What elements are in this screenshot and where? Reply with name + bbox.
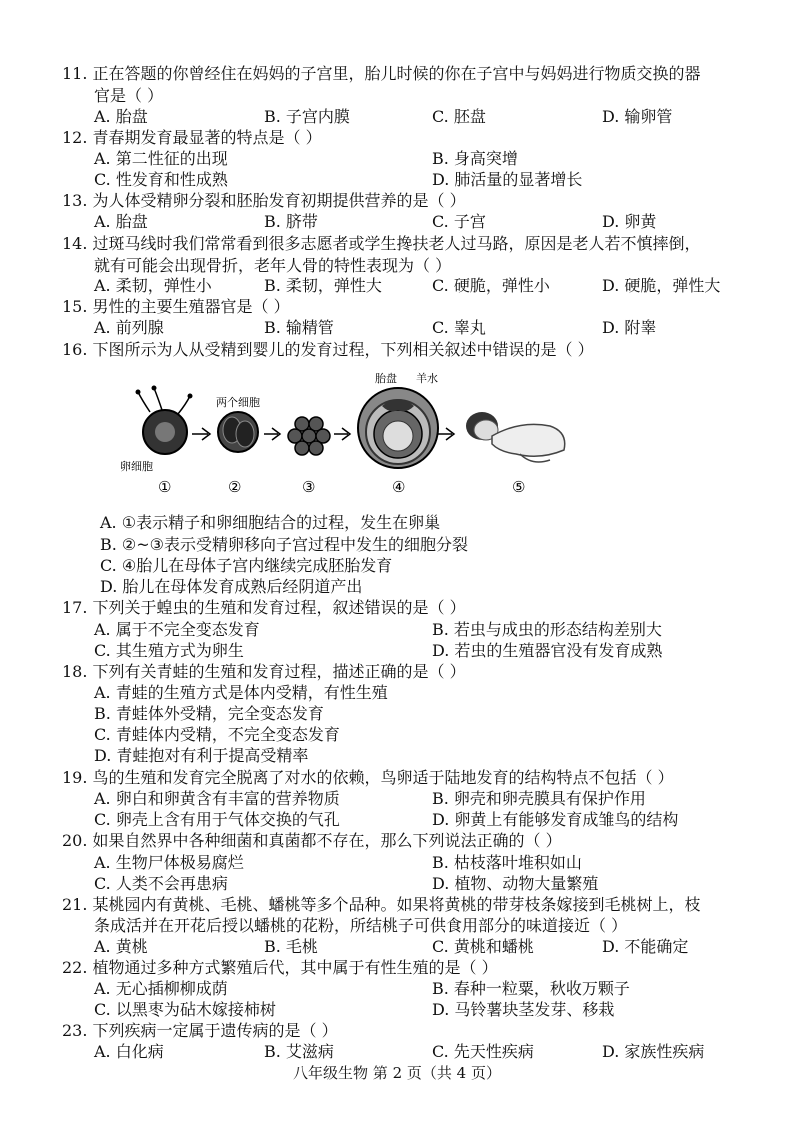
q16-option-d: D. 胎儿在母体发育成熟后经阴道产出: [100, 577, 363, 596]
two-cells-label: 两个细胞: [216, 396, 260, 409]
egg-cell-image: [136, 386, 193, 455]
q20-option-a: A. 生物尸体极易腐烂: [94, 853, 244, 872]
q18-option-b: B. 青蛙体外受精，完全变态发育: [94, 704, 324, 723]
egg-cell-label: 卵细胞: [120, 460, 153, 473]
q17-option-c: C. 其生殖方式为卵生: [94, 641, 244, 660]
two-cells-image: [218, 412, 258, 452]
q13-stem: 13. 为人体受精卵分裂和胚胎发育初期提供营养的是（ ）: [62, 191, 466, 210]
q18-stem: 18. 下列有关青蛙的生殖和发育过程，描述正确的是（ ）: [62, 662, 466, 681]
q22-option-a: A. 无心插柳柳成荫: [94, 979, 228, 998]
q12-option-a: A. 第二性征的出现: [94, 149, 228, 168]
q13-option-c: C. 子宫: [432, 212, 486, 231]
q19-option-d: D. 卵黄上有能够发育成雏鸟的结构: [432, 810, 679, 829]
q15-option-a: A. 前列腺: [94, 318, 164, 337]
q20-option-d: D. 植物、动物大量繁殖: [432, 874, 599, 893]
q20-stem: 20. 如果自然界中各种细菌和真菌都不存在，那么下列说法正确的（ ）: [62, 831, 562, 850]
figure-number-4: ④: [392, 478, 406, 496]
q22-option-b: B. 春种一粒粟，秋收万颗子: [432, 979, 630, 998]
q17-option-b: B. 若虫与成虫的形态结构差别大: [432, 620, 662, 639]
development-figure: [120, 370, 590, 500]
q20-option-b: B. 枯枝落叶堆积如山: [432, 853, 582, 872]
q11-option-d: D. 输卵管: [602, 107, 673, 126]
q21-option-d: D. 不能确定: [602, 937, 689, 956]
amniotic-fluid-label: 羊水: [416, 372, 438, 385]
q12-option-d: D. 肺活量的显著增长: [432, 170, 583, 189]
q14-option-d: D. 硬脆，弹性大: [602, 276, 721, 295]
q19-option-a: A. 卵白和卵黄含有丰富的营养物质: [94, 789, 340, 808]
q11-option-b: B. 子宫内膜: [264, 107, 350, 126]
page-footer: 八年级生物 第 2 页（共 4 页）: [293, 1064, 501, 1082]
q18-option-a: A. 青蛙的生殖方式是体内受精，有性生殖: [94, 683, 388, 702]
placenta-label: 胎盘: [375, 372, 397, 385]
q15-stem: 15. 男性的主要生殖器官是（ ）: [62, 297, 290, 316]
q14-option-a: A. 柔韧，弹性小: [94, 276, 212, 295]
morula-image: [288, 417, 330, 455]
q17-option-a: A. 属于不完全变态发育: [94, 620, 260, 639]
q18-option-d: D. 青蛙抱对有利于提高受精率: [94, 746, 309, 765]
q15-option-b: B. 输精管: [264, 318, 334, 337]
q11-stem-line2: 官是（ ）: [94, 86, 164, 105]
q23-option-a: A. 白化病: [94, 1042, 164, 1061]
uterus-image: [358, 388, 438, 468]
arrow-icon: [438, 428, 454, 440]
q23-stem: 23. 下列疾病一定属于遗传病的是（ ）: [62, 1021, 338, 1040]
figure-number-2: ②: [228, 478, 242, 496]
q11-option-c: C. 胚盘: [432, 107, 486, 126]
q20-option-c: C. 人类不会再患病: [94, 874, 228, 893]
figure-number-5: ⑤: [512, 478, 526, 496]
q14-option-c: C. 硬脆，弹性小: [432, 276, 550, 295]
q23-option-b: B. 艾滋病: [264, 1042, 334, 1061]
figure-number-3: ③: [302, 478, 316, 496]
q15-option-d: D. 附睾: [602, 318, 657, 337]
q21-option-a: A. 黄桃: [94, 937, 148, 956]
q12-option-b: B. 身高突增: [432, 149, 518, 168]
q11-stem-line1: 11. 正在答题的你曾经住在妈妈的子宫里，胎儿时候的你在子宫中与妈妈进行物质交换的器: [62, 64, 701, 83]
q23-option-c: C. 先天性疾病: [432, 1042, 534, 1061]
q21-stem-line1: 21. 某桃园内有黄桃、毛桃、蟠桃等多个品种。如果将黄桃的带芽枝条嫁接到毛桃树上，枝: [62, 895, 701, 914]
q16-option-a: A. ①表示精子和卵细胞结合的过程，发生在卵巢: [100, 513, 441, 532]
baby-image: [466, 412, 565, 462]
q21-option-c: C. 黄桃和蟠桃: [432, 937, 534, 956]
q19-option-b: B. 卵壳和卵壳膜具有保护作用: [432, 789, 646, 808]
q13-option-d: D. 卵黄: [602, 212, 657, 231]
q15-option-c: C. 睾丸: [432, 318, 486, 337]
q16-option-c: C. ④胎儿在母体子宫内继续完成胚胎发育: [100, 556, 393, 575]
q23-option-d: D. 家族性疾病: [602, 1042, 705, 1061]
q16-option-b: B. ②~③表示受精卵移向子宫过程中发生的细胞分裂: [100, 535, 469, 554]
q11-option-a: A. 胎盘: [94, 107, 148, 126]
development-diagram: [120, 370, 590, 500]
q17-stem: 17. 下列关于蝗虫的生殖和发育过程，叙述错误的是（ ）: [62, 598, 466, 617]
q14-option-b: B. 柔韧，弹性大: [264, 276, 382, 295]
q12-stem: 12. 青春期发育最显著的特点是（ ）: [62, 128, 322, 147]
q16-stem: 16. 下图所示为人从受精到婴儿的发育过程，下列相关叙述中错误的是（ ）: [62, 340, 594, 359]
q19-option-c: C. 卵壳上含有用于气体交换的气孔: [94, 810, 340, 829]
q22-stem: 22. 植物通过多种方式繁殖后代，其中属于有性生殖的是（ ）: [62, 958, 498, 977]
q13-option-a: A. 胎盘: [94, 212, 148, 231]
q14-stem-line2: 就有可能会出现骨折，老年人骨的特性表现为（ ）: [94, 256, 452, 275]
q12-option-c: C. 性发育和性成熟: [94, 170, 228, 189]
q22-option-d: D. 马铃薯块茎发芽、移栽: [432, 1000, 615, 1019]
q14-stem-line1: 14. 过斑马线时我们常常看到很多志愿者或学生搀扶老人过马路，原因是老人若不慎摔倒，: [62, 234, 701, 253]
q21-option-b: B. 毛桃: [264, 937, 318, 956]
q17-option-d: D. 若虫的生殖器官没有发育成熟: [432, 641, 663, 660]
arrow-icon: [334, 428, 350, 440]
figure-number-1: ①: [158, 478, 172, 496]
arrow-icon: [192, 428, 210, 440]
arrow-icon: [264, 428, 280, 440]
q19-stem: 19. 鸟的生殖和发育完全脱离了对水的依赖，鸟卵适于陆地发育的结构特点不包括（ ）: [62, 768, 674, 787]
q18-option-c: C. 青蛙体内受精，不完全变态发育: [94, 725, 340, 744]
q22-option-c: C. 以黑枣为砧木嫁接柿树: [94, 1000, 276, 1019]
q21-stem-line2: 条成活并在开花后授以蟠桃的花粉，所结桃子可供食用部分的味道接近（ ）: [94, 916, 628, 935]
q13-option-b: B. 脐带: [264, 212, 318, 231]
